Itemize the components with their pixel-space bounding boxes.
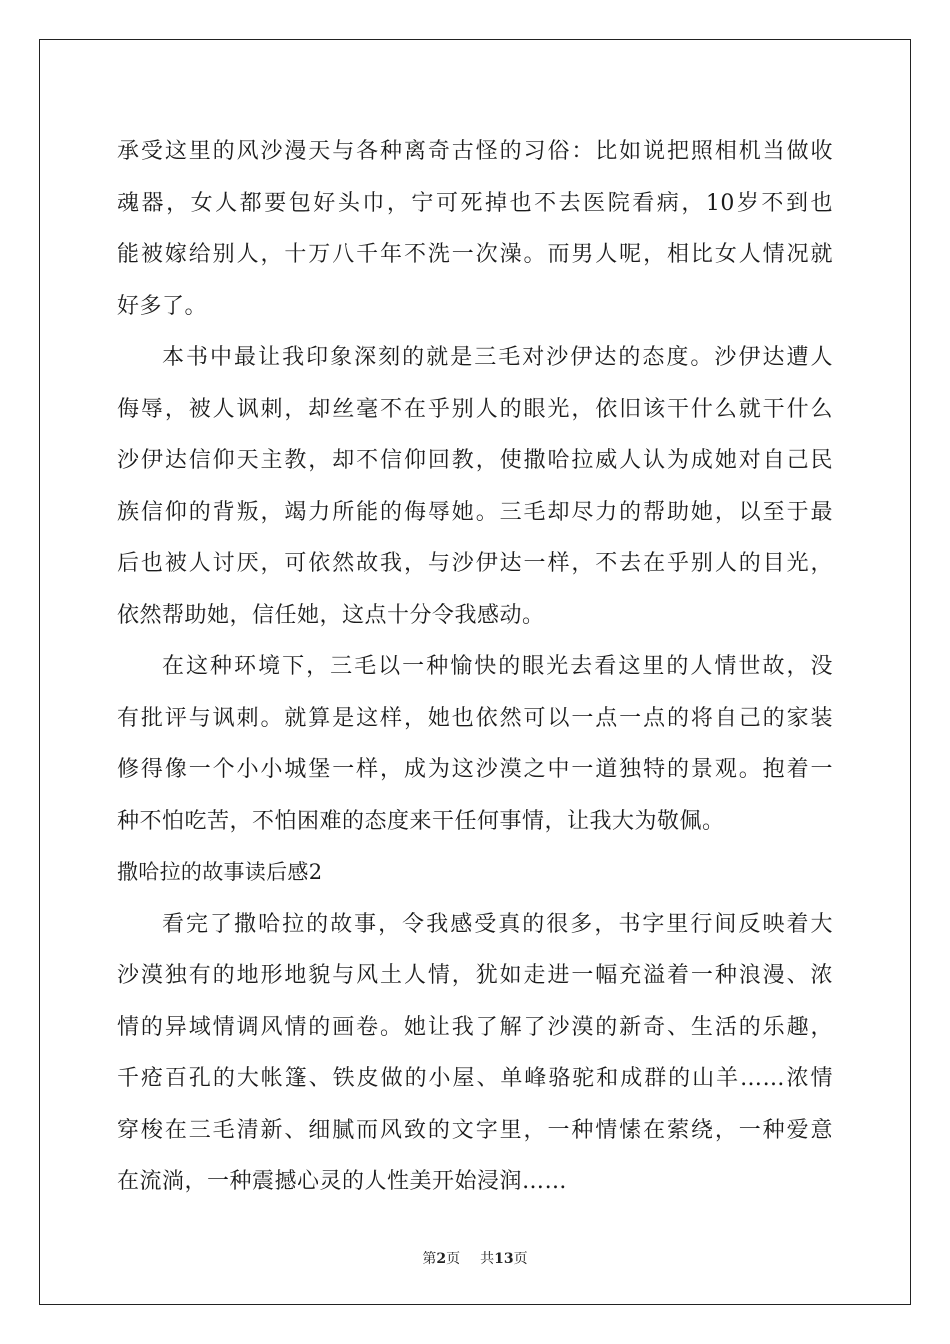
text-line: 依然帮助她，信任她，这点十分令我感动。 [117, 602, 545, 628]
total-pages: 13 [494, 1251, 514, 1267]
text-line: 本书中最让我印象深刻的就是三毛对沙伊达的态度。沙伊达遭人 [162, 345, 833, 370]
section-heading: 撒哈拉的故事读后感2 [117, 860, 323, 884]
text-line: 千疮百孔的大帐篷、铁皮做的小屋、单峰骆驼和成群的山羊……浓情 [117, 1066, 833, 1091]
text-line: 后也被人讨厌，可依然故我，与沙伊达一样，不去在乎别人的目光， [117, 551, 833, 576]
page-number: 2 [436, 1251, 447, 1267]
text-line: 族信仰的背叛，竭力所能的侮辱她。三毛却尽力的帮助她，以至于最 [117, 499, 833, 525]
text-line: 在这种环境下，三毛以一种愉快的眼光去看这里的人情世故，没 [162, 654, 833, 679]
text-line: 穿梭在三毛清新、细腻而风致的文字里，一种情愫在萦绕，一种爱意 [117, 1117, 833, 1143]
text-line: 侮辱，被人讽刺，却丝毫不在乎别人的眼光，依旧该干什么就干什么 [117, 396, 833, 422]
text-line: 沙漠独有的地形地貌与风土人情，犹如走进一幅充溢着一种浪漫、浓 [117, 963, 833, 988]
text-line: 有批评与讽刺。就算是这样，她也依然可以一点一点的将自己的家装 [117, 705, 833, 731]
page-suffix: 页 [446, 1251, 461, 1267]
text-line: 看完了撒哈拉的故事，令我感受真的很多，书字里行间反映着大 [162, 911, 833, 937]
total-prefix: 共 [480, 1251, 495, 1267]
text-line: 种不怕吃苦，不怕困难的态度来干任何事情，让我大为敬佩。 [117, 808, 725, 834]
text-line: 在流淌，一种震撼心灵的人性美开始浸润…… [117, 1169, 568, 1194]
page-prefix: 第 [422, 1251, 437, 1267]
text-line: 沙伊达信仰天主教，却不信仰回教，使撒哈拉威人认为成她对自己民 [117, 448, 833, 473]
text-line: 能被嫁给别人，十万八千年不洗一次澡。而男人呢，相比女人情况就 [117, 242, 833, 267]
text-line: 承受这里的风沙漫天与各种离奇古怪的习俗：比如说把照相机当做收 [117, 139, 833, 164]
text-line: 魂器，女人都要包好头巾，宁可死掉也不去医院看病，10岁不到也 [117, 190, 833, 216]
text-line: 好多了。 [117, 293, 208, 319]
page-footer [0, 1248, 950, 1268]
text-line: 修得像一个小小城堡一样，成为这沙漠之中一道独特的景观。抱着一 [117, 757, 833, 782]
document-body [117, 126, 833, 1208]
total-suffix: 页 [513, 1251, 528, 1267]
text-line: 情的异域情调风情的画卷。她让我了解了沙漠的新奇、生活的乐趣， [117, 1014, 833, 1040]
